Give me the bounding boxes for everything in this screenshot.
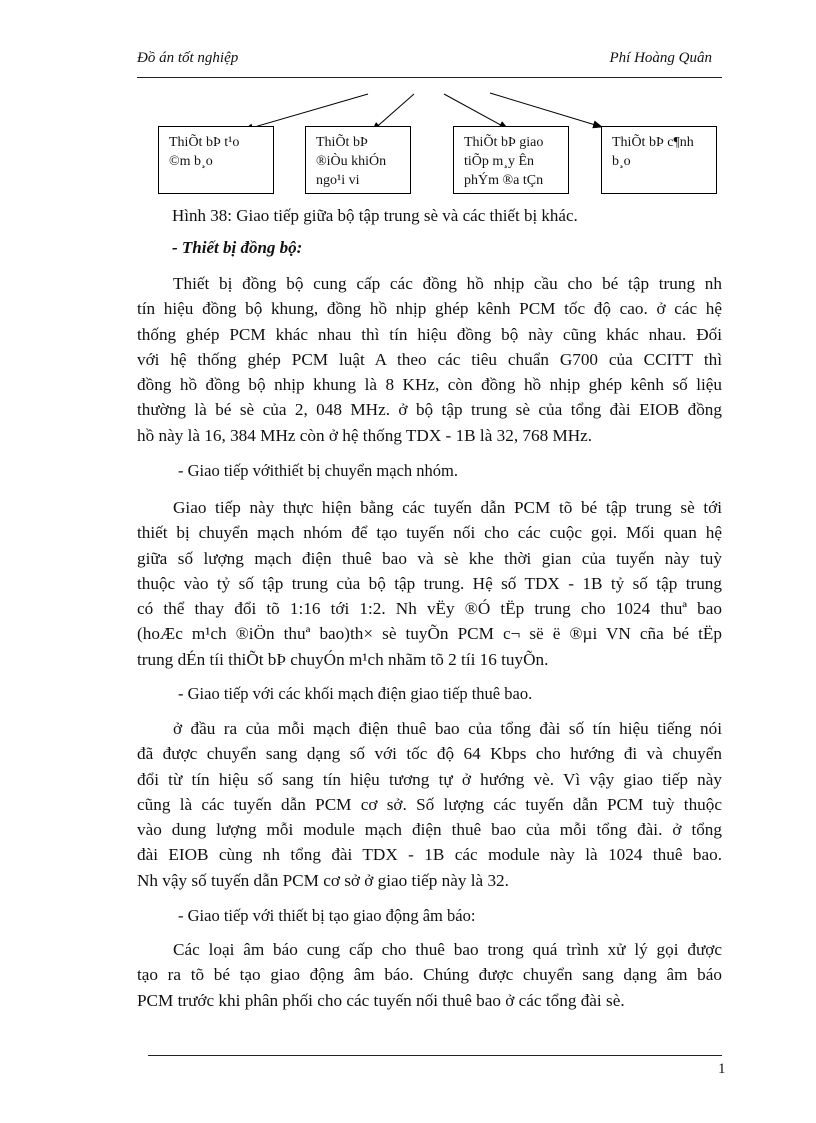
text-line: hồ này là 16, 384 MHz còn ở hệ thống TDX - 1B là 32, 768 MHz. [137, 425, 593, 445]
text-line: (hoÆc m¹ch ®iÖn thuª bao)th× sè tuyÕn PCM c¬ së ë ®µi VN cña bé tËp [137, 624, 722, 644]
arrow-3 [444, 94, 508, 129]
text-line: Nh vậy số tuyến dẫn PCM cơ sở ở giao tiếp này là 32. [137, 870, 509, 890]
text-line: thống ghép PCM khác nhau thì tín hiệu đồng bộ này cũng khác nhau. Đối [137, 324, 722, 344]
paragraph-sync-device [137, 271, 722, 448]
box-line: ngo¹i vi [316, 173, 360, 188]
text-line: đài EIOB cùng nh tổng đài TDX - 1B các module này là 1024 thuê bao. [137, 845, 722, 865]
arrow-4 [490, 93, 602, 127]
figure-caption: Hình 38: Giao tiếp giữa bộ tập trung sè và các thiết bị khác. [172, 206, 578, 225]
header-author: Phí Hoàng Quân [609, 50, 712, 66]
box-line: ThiÕt bÞ [316, 135, 368, 150]
subheading-subscriber-interface: - Giao tiếp với các khối mạch điện giao tiếp thuê bao. [178, 684, 533, 703]
text-line: Các loại âm báo cung cấp cho thuê bao trong quá trình xử lý gọi được [173, 940, 722, 959]
diagram-box-tone-generator [158, 126, 274, 194]
diagram-box-dtmf-interface [453, 126, 569, 194]
text-line: thuộc vào tỷ số tập trung của bộ tập trung. Hệ số TDX - 1B tỷ số tập trung [137, 573, 722, 593]
diagram-box-peripheral-control [305, 126, 411, 194]
text-line: ở đầu ra của mỗi mạch điện thuê bao của tổng đài số tín hiệu tiếng nói [173, 719, 722, 738]
text-line: giữa số lượng mạch điện thuê bao và sè khe thời gian của tuyến này tuỳ [137, 548, 722, 568]
subheading-group-switch: - Giao tiếp vớithiết bị chuyển mạch nhóm. [178, 461, 458, 480]
header-title: Đồ án tốt nghiệp [137, 50, 239, 66]
diagram-box-alarm [601, 126, 717, 194]
box-line: ThiÕt bÞ giao [464, 135, 544, 150]
box-line: ©m b¸o [169, 154, 213, 169]
paragraph-tone-generator [137, 937, 722, 1013]
text-line: thiết bị chuyển mạch nhóm để tạo tuyến nối cho các cuộc gọi. Mối quan hệ [137, 523, 722, 543]
text-line: trung dÉn tíi thiÕt bÞ chuyÓn m¹ch nhãm tõ 2 tíi 16 tuyÕn. [137, 649, 549, 669]
text-line: Giao tiếp này thực hiện bằng các tuyến dẫn PCM tõ bé tập trung sè tới [173, 498, 722, 517]
text-line: thường là bé sè của 2, 048 MHz. ở bộ tập trung sè của tổng đài EIOB đồng [137, 400, 722, 420]
text-line: vào dung lượng mỗi module mạch điện thuê bao của mỗi tổng đài. ở tổng [137, 820, 722, 840]
footer-rule [148, 1055, 722, 1056]
text-line: đã được chuyển sang dạng số với tốc độ 64 Kbps cho hướng đi và chuyển [137, 744, 722, 764]
section-title: - Thiết bị đồng bộ: [172, 238, 303, 257]
box-line: phÝm ®a tÇn [464, 173, 544, 188]
paragraph-subscriber-interface [137, 716, 722, 893]
text-line: Thiết bị đồng bộ cung cấp các đồng hồ nhịp cầu cho bé tập trung nh [173, 274, 722, 293]
box-line: ThiÕt bÞ c¶nh [612, 135, 694, 150]
text-line: tín hiệu đồng bộ khung, đồng hồ nhịp ghép kênh PCM tốc độ cao. ở các hệ [137, 299, 722, 319]
subheading-tone-generator: - Giao tiếp với thiết bị tạo giao động âm báo: [178, 906, 476, 925]
box-line: ®iÒu khiÓn [316, 154, 387, 169]
page-number: 1 [718, 1061, 726, 1077]
text-line: tạo ra tõ bé tạo giao động âm báo. Chúng được chuyển sang dạng âm báo [137, 965, 722, 985]
paragraph-group-switch [137, 495, 722, 672]
text-line: có thể thay đổi tõ 1:16 tới 1:2. Nh vËy ®Ó tËp trung cho 1024 thuª bao [137, 599, 722, 619]
text-line: đổi từ tín hiệu số sang tín hiệu tương tự ở hướng vè. Vì vậy giao tiếp này [137, 769, 722, 789]
box-line: tiÕp m¸y Ên [464, 154, 534, 169]
text-line: với hệ thống ghép PCM luật A theo các tiêu chuẩn G700 của CCITT thì [137, 349, 722, 369]
text-line: đồng hồ đồng bộ nhịp khung là 8 KHz, còn đồng hồ nhịp ghép kênh số liệu [137, 375, 722, 395]
box-line: ThiÕt bÞ t¹o [169, 135, 240, 150]
arrow-1 [244, 94, 368, 130]
text-line: PCM trước khi phân phối cho các tuyến nối thuê bao ở các tổng đài sè. [137, 990, 625, 1010]
text-line: cũng là các tuyến dẫn PCM cơ sở. Số lượng các tuyến dẫn PCM tuỳ thuộc [137, 794, 722, 814]
box-line: b¸o [612, 154, 631, 169]
